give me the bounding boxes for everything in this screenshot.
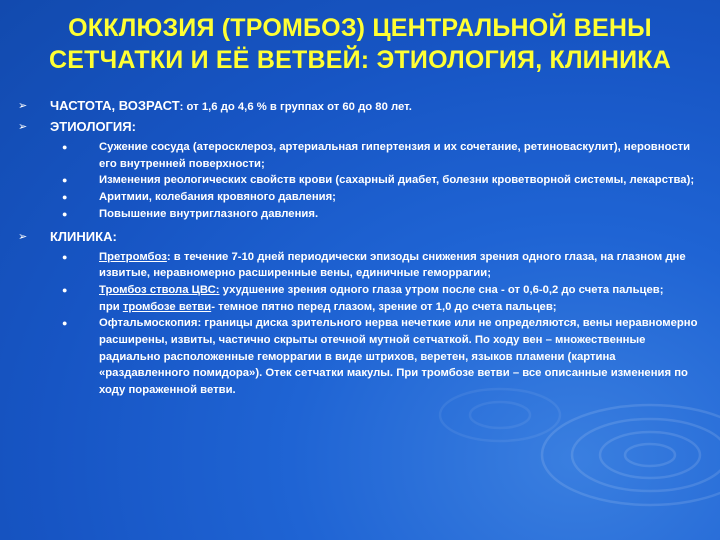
branch-prefix: при [99, 300, 123, 313]
clinic-item [18, 229, 704, 245]
list-item [18, 189, 704, 206]
dot-bullet-icon: ● [62, 318, 68, 329]
list-item [18, 206, 704, 223]
frequency-item [18, 98, 704, 115]
list-item-continuation [18, 299, 704, 316]
slide-title [0, 12, 720, 76]
clinic-list [18, 249, 704, 399]
frequency-heading: ЧАСТОТА, ВОЗРАСТ [50, 98, 180, 113]
dot-bullet-icon: ● [62, 192, 68, 203]
etiology-item-text: Изменения реологических свойств крови (сахарный диабет, болезни кроветворной системы, лекарства); [99, 174, 695, 187]
arrow-bullet-icon: ➢ [18, 230, 28, 243]
slide-content [18, 98, 704, 405]
list-item [18, 139, 704, 172]
trunk-thrombosis-text: ухудшение зрения одного глаза утром после сна - от 0,6-0,2 до счета пальцев; [219, 283, 664, 296]
etiology-list [18, 139, 704, 223]
dot-bullet-icon: ● [62, 175, 68, 186]
dot-bullet-icon: ● [62, 251, 68, 262]
list-item [18, 282, 704, 299]
arrow-bullet-icon: ➢ [18, 100, 28, 112]
dot-bullet-icon: ● [62, 208, 68, 219]
title-line-1: ОККЛЮЗИЯ (ТРОМБОЗ) ЦЕНТРАЛЬНОЙ ВЕНЫ [68, 14, 652, 42]
ophthalmoscopy-text: Офтальмоскопия: границы диска зрительного нерва нечеткие или не определяются, вены неравномерно расширены, извиты, частично скрыты отечной мутной сетчаткой. По ходу вен – множественные радиально расположенные геморрагии в виде штрихов, веретен, языков пламени (картина «раздавленного помидора»). Отек сетчатки макулы. При тромбозе ветви – все описанные изменения по ходу пораженной ветви. [99, 317, 698, 397]
pretrombosis-term: Претромбоз [99, 250, 167, 263]
trunk-thrombosis-term: Тромбоз ствола ЦВС: [99, 283, 220, 296]
etiology-item-text: Сужение сосуда (атеросклероз, артериальная гипертензия и их сочетание, ретиноваскулит), неровности его внутренней поверхности; [99, 141, 691, 170]
etiology-item-text: Аритмии, колебания кровяного давления; [99, 191, 336, 204]
list-item [18, 172, 704, 189]
list-item [18, 249, 704, 282]
list-item [18, 315, 704, 399]
frequency-text: : от 1,6 до 4,6 % в группах от 60 до 80 лет. [179, 101, 412, 113]
clinic-heading: КЛИНИКА: [50, 228, 117, 244]
dot-bullet-icon: ● [62, 284, 68, 295]
pretrombosis-text: : в течение 7-10 дней периодически эпизоды снижения зрения одного глаза, на глазном дне извитые, неравномерно расширенные вены, единичные геморрагии; [99, 250, 686, 280]
etiology-item [18, 119, 704, 135]
etiology-item-text: Повышение внутриглазного давления. [99, 207, 319, 220]
etiology-heading: ЭТИОЛОГИЯ: [50, 119, 136, 134]
arrow-bullet-icon: ➢ [18, 121, 28, 133]
branch-thrombosis-text: - темное пятно перед глазом, зрение от 1,0 до счета пальцев; [211, 300, 557, 313]
title-line-2: СЕТЧАТКИ И ЕЁ ВЕТВЕЙ: ЭТИОЛОГИЯ, КЛИНИКА [49, 46, 671, 74]
branch-thrombosis-term: тромбозе ветви [122, 300, 212, 313]
dot-bullet-icon: ● [62, 142, 68, 152]
